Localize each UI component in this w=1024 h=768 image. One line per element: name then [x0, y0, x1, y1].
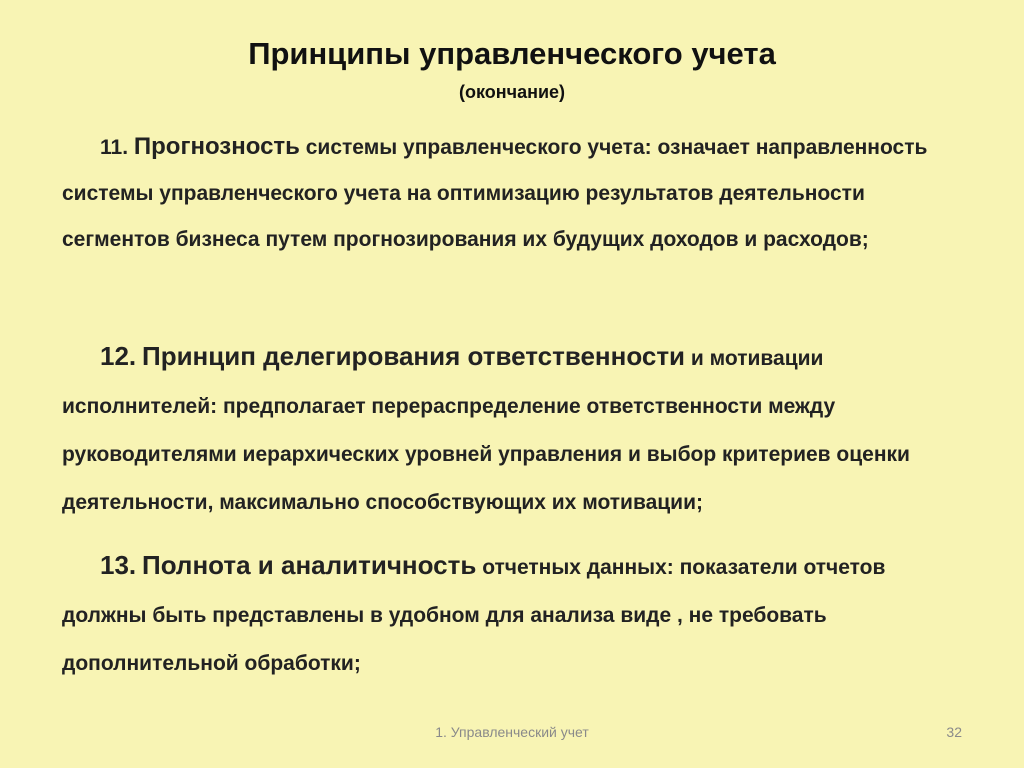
principle-text: и мотивации исполнителей: предполагает перераспределение ответственности между руководителями иерархических уровней управления и выбор критериев оценки деятельности, максимально способствующих их мотивации;: [62, 347, 910, 514]
principle-12: [62, 332, 962, 527]
principle-text: отчетных данных: показатели отчетов должны быть представлены в удобном для анализа виде , не требовать дополнительной обработки;: [62, 556, 886, 675]
principle-13: [62, 541, 962, 688]
slide-subtitle: (окончание): [458, 82, 566, 102]
principle-heading: Принцип делегирования ответственности: [142, 341, 686, 371]
footer-label: 1. Управленческий учет: [435, 724, 589, 740]
principle-text: системы управленческого учета: означает направленность системы управленческого учета на оптимизацию результатов деятельности сегментов бизнеса путем прогнозирования их будущих доходов и расходов;: [62, 136, 928, 251]
page-number: 32: [946, 724, 962, 740]
principle-11: [62, 124, 962, 263]
principle-heading: Прогнозность: [133, 133, 300, 160]
principle-number: 12.: [100, 341, 137, 371]
principle-number: 13.: [100, 550, 137, 580]
principle-heading: Полнота и аналитичность: [142, 550, 477, 580]
slide-title: Принципы управленческого учета: [248, 36, 776, 71]
principle-number: 11.: [100, 136, 129, 159]
